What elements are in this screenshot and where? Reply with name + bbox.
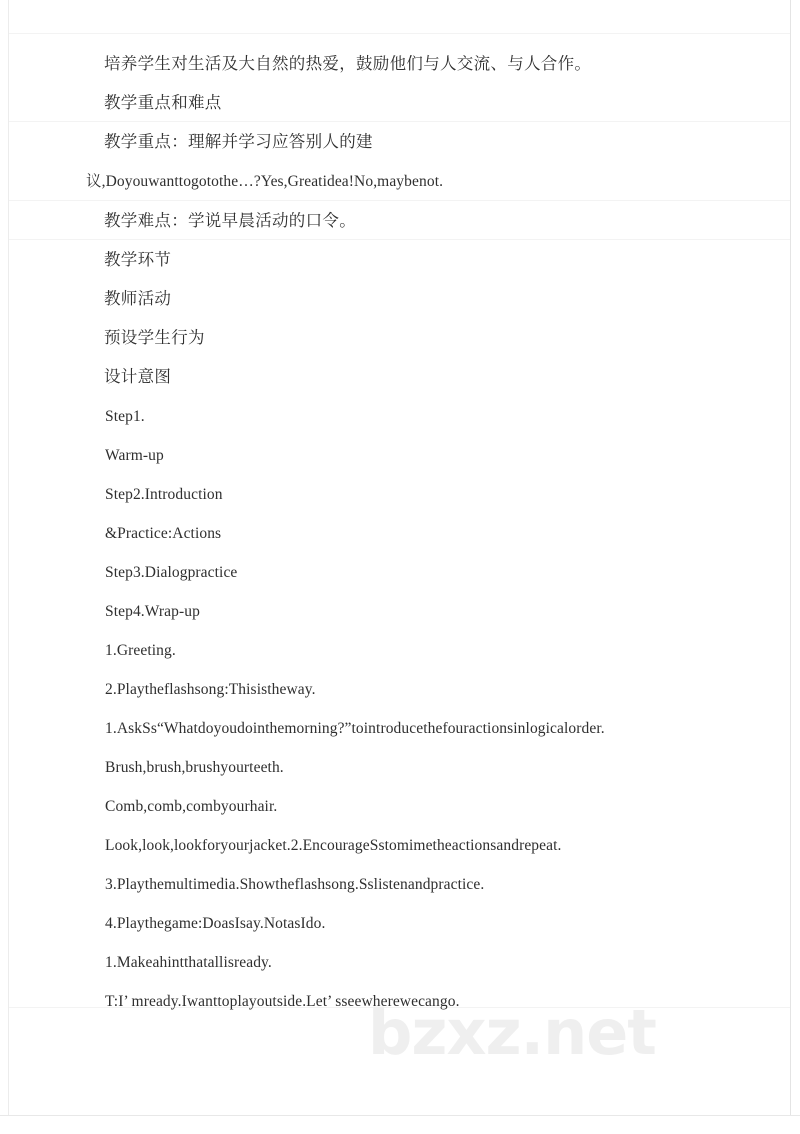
document-line: 1.Greeting. (105, 642, 176, 659)
document-line: 教学重点：理解并学习应答别人的建 (104, 132, 373, 151)
document-line: Step1. (105, 408, 145, 425)
document-line: Step4.Wrap-up (105, 603, 200, 620)
document-line: 2.Playtheflashsong:Thisistheway. (105, 681, 316, 698)
document-line: 4.Playthegame:DoasIsay.NotasIdo. (105, 915, 326, 932)
document-line: 教学难点：学说早晨活动的口令。 (104, 211, 356, 230)
page-border-bottom (0, 1115, 800, 1116)
document-line: Step2.Introduction (105, 486, 223, 503)
document-line: 培养学生对生活及大自然的热爱，鼓励他们与人交流、与人合作。 (104, 54, 592, 73)
document-line: 议,Doyouwanttogotothe…?Yes,Greatidea!No,maybenot. (86, 173, 444, 190)
document-line: 教学环节 (104, 250, 172, 269)
document-line: Brush,brush,brushyourteeth. (105, 759, 284, 776)
separator-rule (9, 33, 790, 34)
document-line: Look,look,lookforyourjacket.2.EncourageSstomimetheactionsandrepeat. (105, 837, 562, 854)
document-line: 教师活动 (104, 289, 172, 308)
document-line: 3.Playthemultimedia.Showtheflashsong.Sslistenandpractice. (105, 876, 485, 893)
page-border-left (8, 0, 9, 1116)
document-line: Warm-up (105, 447, 164, 464)
document-line: 预设学生行为 (104, 328, 205, 347)
page-border-right (790, 0, 791, 1116)
document-line: 教学重点和难点 (104, 93, 222, 112)
separator-rule (9, 239, 790, 240)
document-line: Comb,comb,combyourhair. (105, 798, 278, 815)
document-line: 设计意图 (104, 367, 172, 386)
separator-rule (9, 200, 790, 201)
document-line: 1.Makeahintthatallisready. (105, 954, 272, 971)
document-line: &Practice:Actions (105, 525, 222, 542)
document-line: Step3.Dialogpractice (105, 564, 238, 581)
document-line: 1.AskSs“Whatdoyoudointhemorning?”tointroducethefouractionsinlogicalorder. (105, 720, 605, 737)
site-watermark: bzxz.net (368, 996, 656, 1069)
separator-rule (9, 121, 790, 122)
document-line: T:I’ mready.Iwanttoplayoutside.Let’ sseewherewecango. (105, 993, 460, 1010)
